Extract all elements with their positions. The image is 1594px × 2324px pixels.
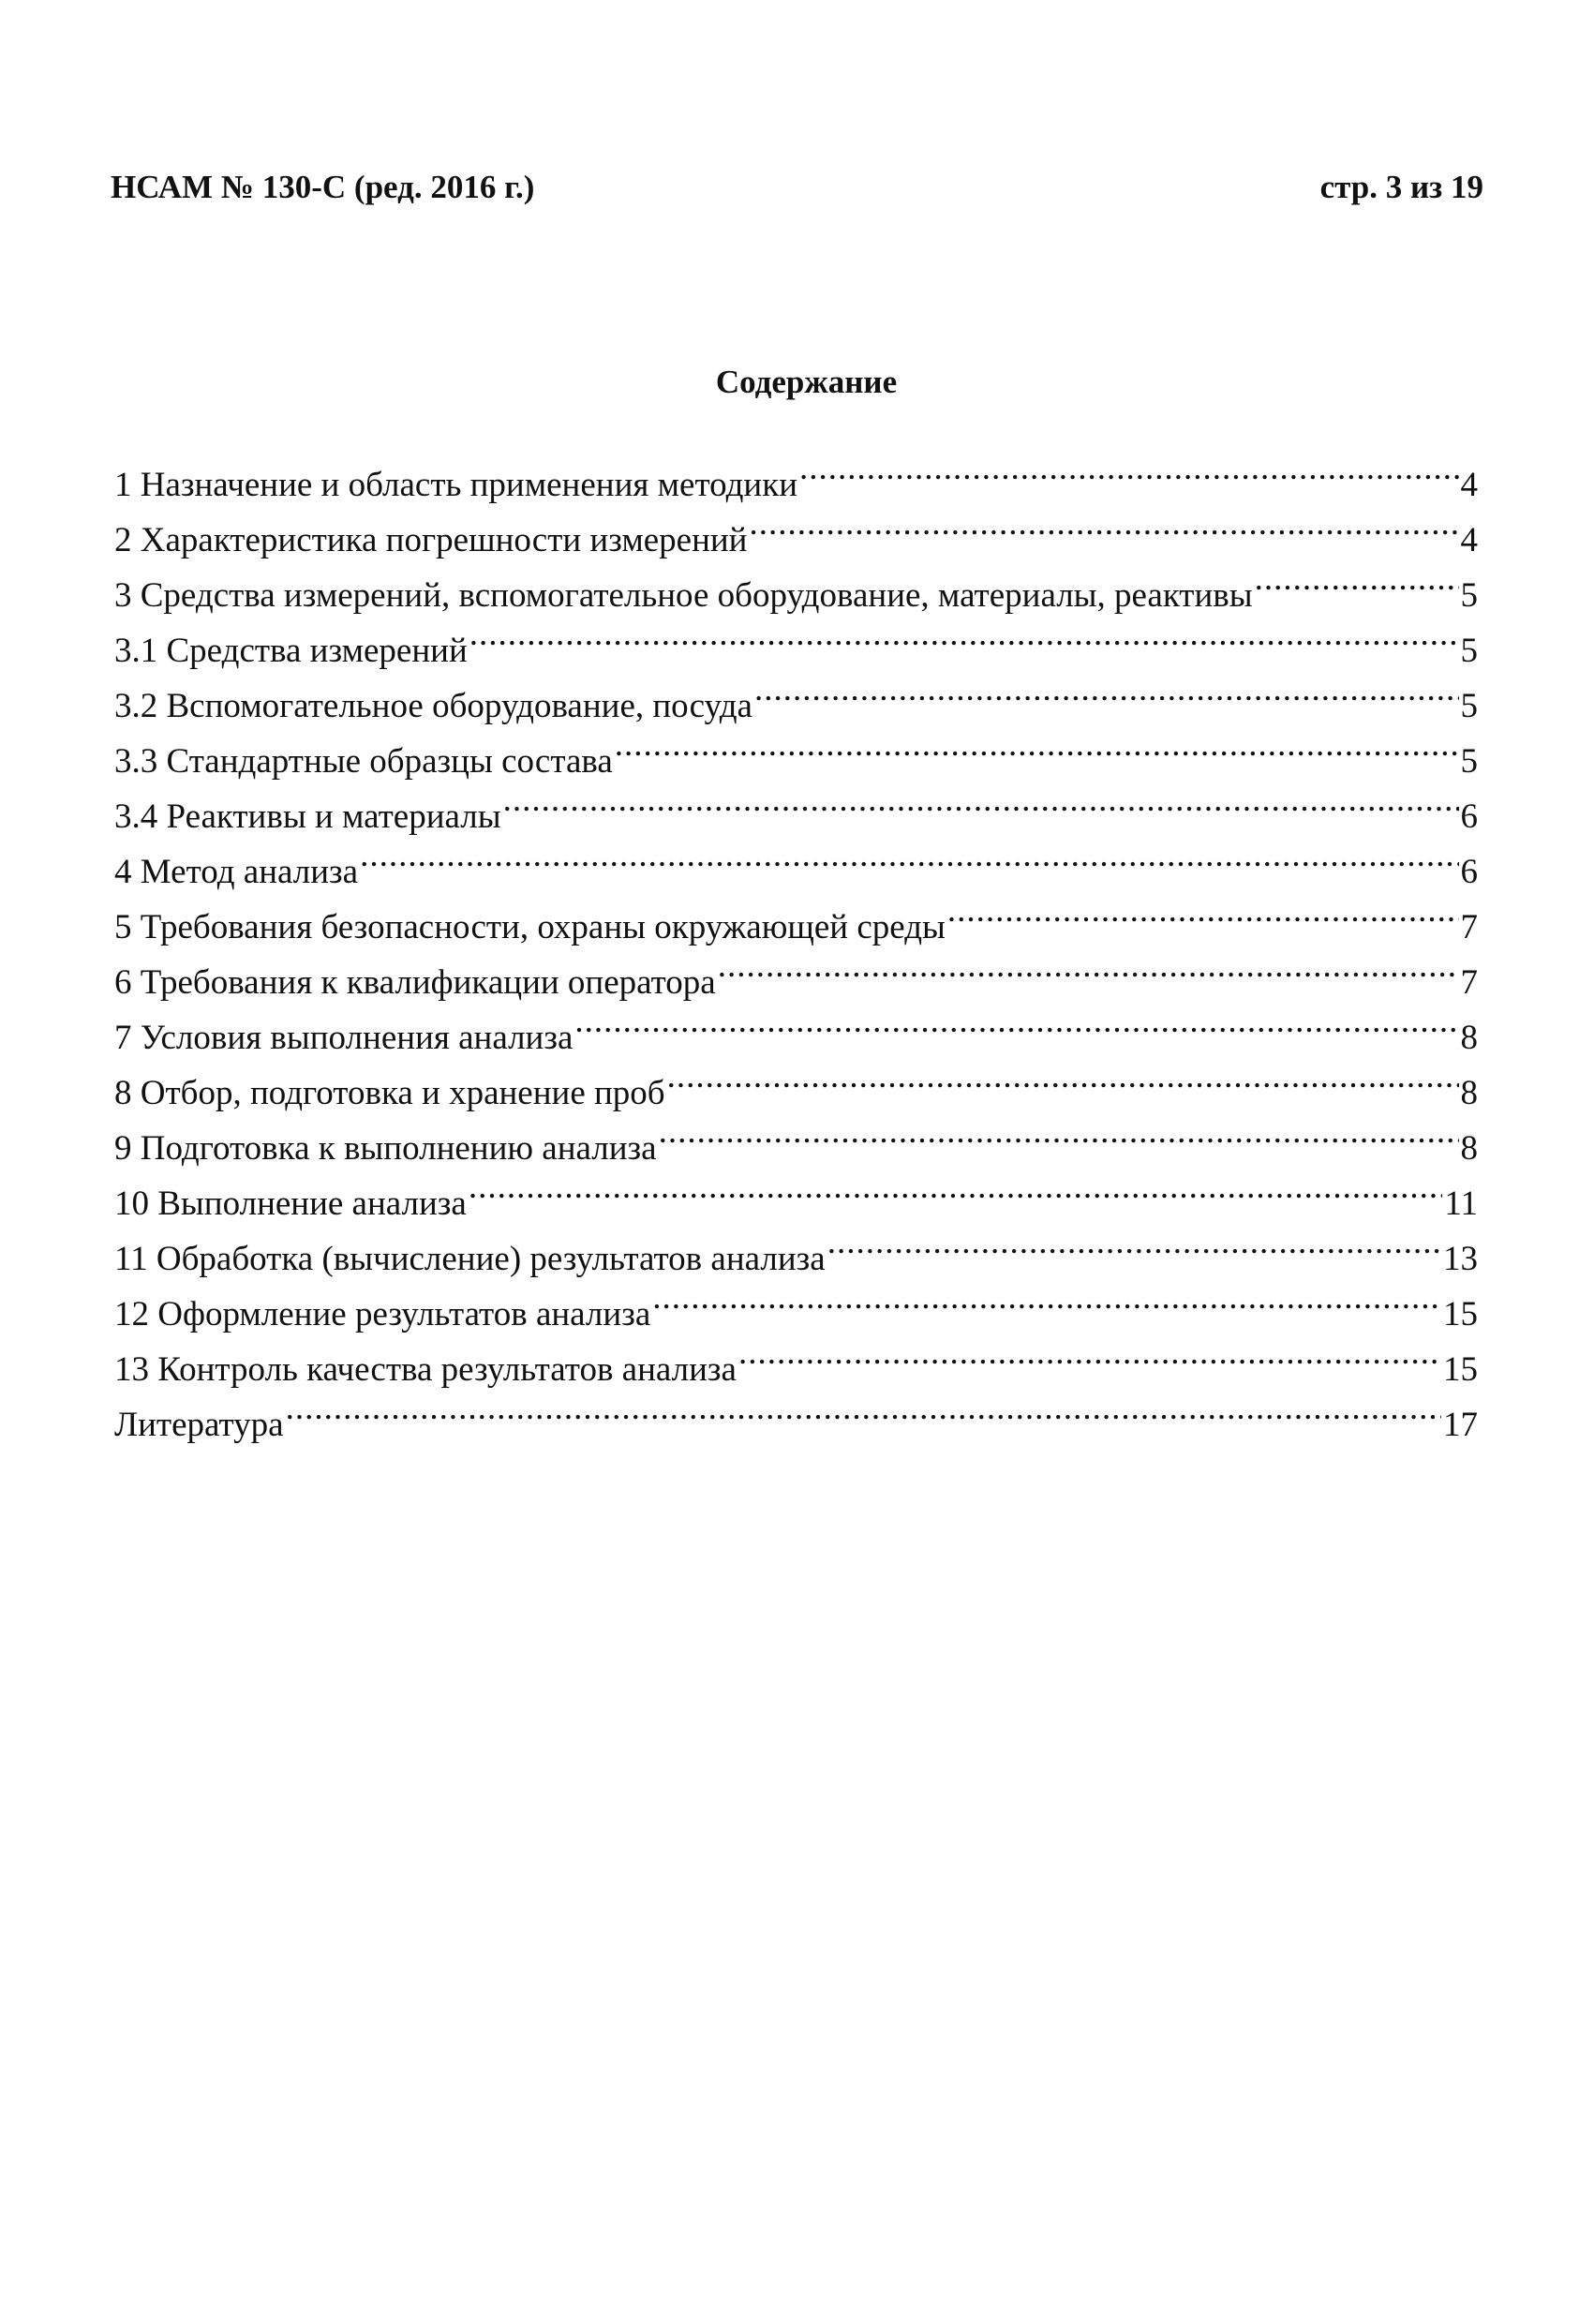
toc-entry-page: 5 bbox=[1460, 632, 1478, 670]
toc-entry-label: 3.3 Стандартные образцы состава bbox=[114, 742, 613, 781]
toc-entry-label: 3.4 Реактивы и материалы bbox=[114, 797, 501, 836]
toc-entry-label: 1 Назначение и область применения методики bbox=[114, 466, 797, 504]
toc-dot-leader bbox=[652, 1270, 1441, 1325]
toc-dot-leader bbox=[469, 606, 1459, 662]
toc-dot-leader bbox=[750, 496, 1459, 551]
toc-dot-leader bbox=[947, 883, 1459, 938]
toc-entry-page: 8 bbox=[1460, 1129, 1478, 1168]
toc-dot-leader bbox=[659, 1104, 1459, 1159]
table-of-contents bbox=[114, 440, 1478, 1444]
toc-entry-page: 5 bbox=[1460, 742, 1478, 781]
toc-dot-leader bbox=[574, 993, 1458, 1049]
toc-entry-label: Литература bbox=[114, 1406, 284, 1444]
toc-dot-leader bbox=[799, 440, 1459, 496]
page-number: стр. 3 из 19 bbox=[1319, 169, 1483, 205]
toc-entry-label: 4 Метод анализа bbox=[114, 853, 359, 891]
toc-entry-page: 6 bbox=[1460, 853, 1478, 891]
toc-dot-leader bbox=[718, 938, 1459, 993]
page-header bbox=[111, 169, 1483, 214]
toc-entry-label: 9 Подготовка к выполнению анализа bbox=[114, 1129, 657, 1168]
toc-entry-label: 13 Контроль качества результатов анализа bbox=[114, 1350, 737, 1389]
toc-entry-label: 3.1 Средства измерений bbox=[114, 632, 468, 670]
toc-entry-page: 5 bbox=[1460, 576, 1478, 615]
toc-dot-leader bbox=[469, 1159, 1443, 1214]
toc-entry-label: 8 Отбор, подготовка и хранение проб bbox=[114, 1074, 665, 1112]
toc-entry-page: 8 bbox=[1460, 1074, 1478, 1112]
toc-entry-label: 7 Условия выполнения анализа bbox=[114, 1019, 574, 1057]
toc-entry-label: 2 Характеристика погрешности измерений bbox=[114, 521, 748, 559]
toc-entry-page: 11 bbox=[1444, 1184, 1478, 1223]
toc-entry-page: 13 bbox=[1443, 1240, 1478, 1278]
toc-entry-page: 6 bbox=[1460, 797, 1478, 836]
toc-entry-label: 6 Требования к квалификации оператора bbox=[114, 963, 716, 1002]
toc-entry-label: 3 Средства измерений, вспомогательное оборудование, материалы, реактивы bbox=[114, 576, 1253, 615]
toc-entry-page: 15 bbox=[1443, 1350, 1478, 1389]
toc-entry bbox=[114, 1380, 1478, 1444]
toc-entry-label: 10 Выполнение анализа bbox=[114, 1184, 467, 1223]
toc-entry-label: 3.2 Вспомогательное оборудование, посуда bbox=[114, 687, 752, 725]
toc-dot-leader bbox=[360, 827, 1458, 883]
toc-dot-leader bbox=[1255, 551, 1459, 606]
toc-dot-leader bbox=[754, 662, 1459, 717]
toc-entry-label: 11 Обработка (вычисление) результатов анализа bbox=[114, 1240, 826, 1278]
toc-entry-page: 5 bbox=[1460, 687, 1478, 725]
toc-entry-page: 7 bbox=[1460, 963, 1478, 1002]
toc-entry-page: 8 bbox=[1460, 1019, 1478, 1057]
toc-dot-leader bbox=[615, 717, 1459, 772]
contents-title: Содержание bbox=[715, 364, 898, 400]
toc-dot-leader bbox=[738, 1325, 1441, 1380]
toc-entry-label: 5 Требования безопасности, охраны окружающей среды bbox=[114, 908, 946, 946]
toc-dot-leader bbox=[286, 1380, 1441, 1436]
toc-entry bbox=[114, 440, 1478, 504]
document-id: НСАМ № 130-С (ред. 2016 г.) bbox=[111, 169, 535, 205]
toc-entry-page: 4 bbox=[1460, 521, 1478, 559]
toc-entry-page: 7 bbox=[1460, 908, 1478, 946]
toc-dot-leader bbox=[667, 1049, 1459, 1104]
toc-entry-page: 4 bbox=[1460, 466, 1478, 504]
toc-entry-page: 15 bbox=[1443, 1295, 1478, 1333]
toc-dot-leader bbox=[503, 772, 1459, 827]
toc-entry-page: 17 bbox=[1443, 1406, 1478, 1444]
toc-entry-label: 12 Оформление результатов анализа bbox=[114, 1295, 651, 1333]
toc-dot-leader bbox=[827, 1214, 1441, 1270]
